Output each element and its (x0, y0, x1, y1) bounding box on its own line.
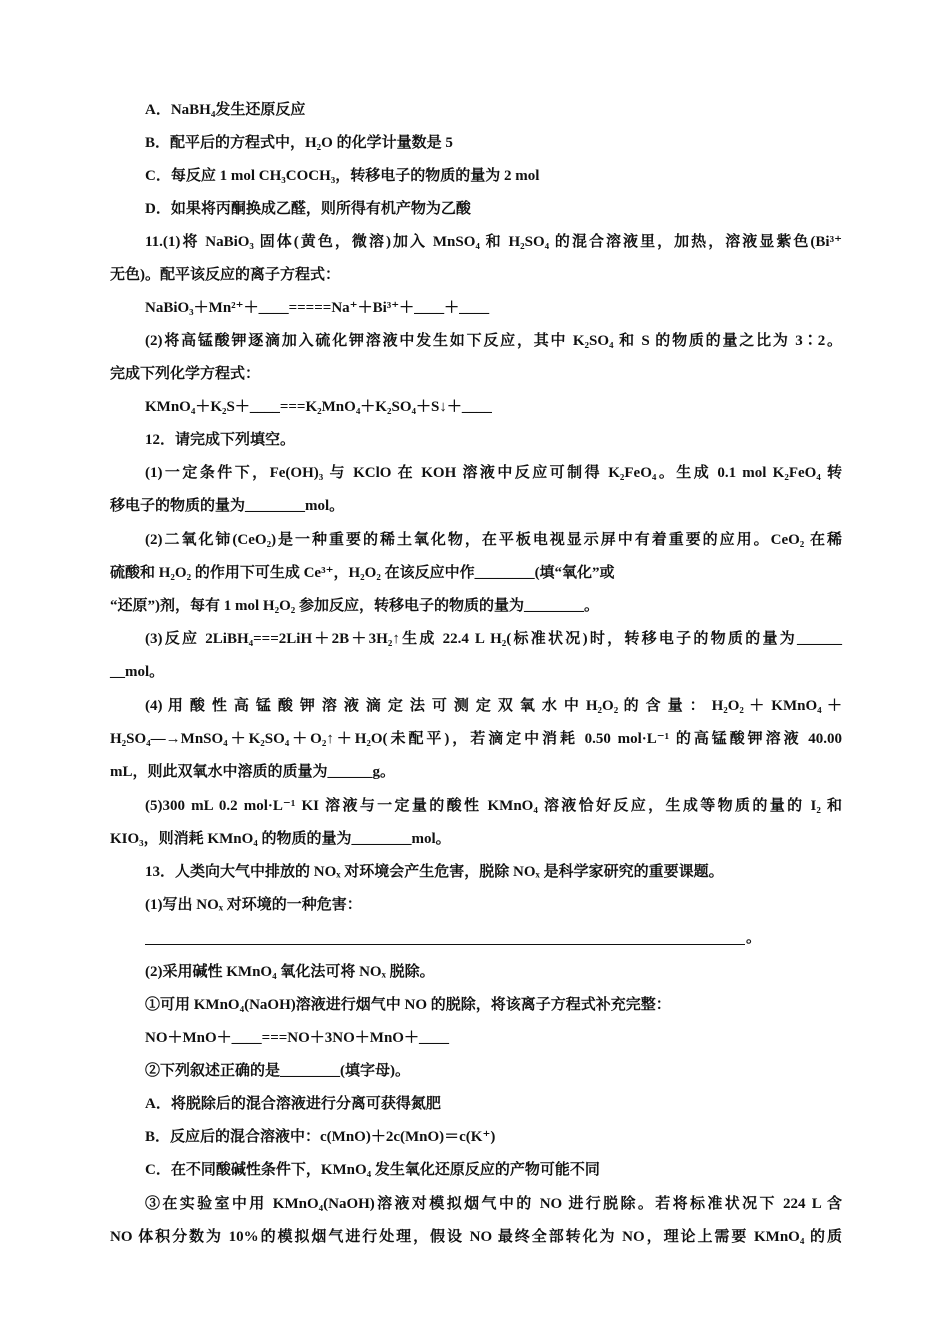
answer-blank-period: 。 (746, 930, 762, 946)
q12-part4-cont2: mL，则此双氧水中溶质的质量为______g。 (110, 764, 396, 780)
answer-blank-line (145, 944, 745, 945)
q13-option-c: C．在不同酸碱性条件下，KMnO₄ 发生氧化还原反应的产物可能不同 (145, 1162, 600, 1178)
q13-option-a: A．将脱除后的混合溶液进行分离可获得氮肥 (145, 1096, 441, 1112)
q12-part4: (4) 用 酸 性 高 锰 酸 钾 溶 液 滴 定 法 可 测 定 双 氧 水 中 H₂O₂ 的 含 量 ： H₂O₂ ＋ KMnO₄ ＋ (145, 698, 842, 714)
q12-part4-cont: H₂SO₄―→MnSO₄＋K₂SO₄＋O₂↑＋H₂O(未配平)，若滴定中消耗 0.50 mol·L⁻¹ 的高锰酸钾溶液 40.00 (110, 731, 842, 747)
q13-part1: (1)写出 NOₓ 对环境的一种危害： (145, 897, 362, 913)
q11-equation-1: NaBiO₃＋Mn²⁺＋____=====Na⁺＋Bi³⁺＋____＋____ (145, 300, 490, 316)
q13-part2: (2)采用碱性 KMnO₄ 氧化法可将 NOₓ 脱除。 (145, 964, 435, 980)
q12-part2-cont2: “还原”)剂，每有 1 mol H₂O₂ 参加反应，转移电子的物质的量为________。 (110, 598, 599, 614)
q13-equation: NO＋MnO＋____===NO＋3NO＋MnO＋____ (145, 1030, 449, 1046)
q11-part1-intro: 11.(1)将 NaBiO₃ 固体(黄色，微溶)加入 MnSO₄ 和 H₂SO₄ 的混合溶液里，加热，溶液显紫色(Bi³⁺ (145, 234, 842, 250)
option-a-nabh4: A．NaBH₄发生还原反应 (145, 102, 306, 118)
q12-part3-cont: __mol。 (110, 664, 165, 680)
q13-heading: 13．人类向大气中排放的 NOₓ 对环境会产生危害，脱除 NOₓ 是科学家研究的重要课题。 (145, 864, 724, 880)
q11-part2-intro: (2)将高锰酸钾逐滴加入硫化钾溶液中发生如下反应，其中 K₂SO₄ 和 S 的物质的量之比为 3∶2。 (145, 333, 842, 349)
q12-part5-cont: KIO₃，则消耗 KMnO₄ 的物质的量为________mol。 (110, 831, 451, 847)
q12-part1-cont: 移电子的物质的量为________mol。 (110, 498, 345, 514)
option-d-acetaldehyde: D．如果将丙酮换成乙醛，则所得有机产物为乙酸 (145, 201, 471, 217)
q13-sub1: ①可用 KMnO₄(NaOH)溶液进行烟气中 NO 的脱除，将该离子方程式补充完整： (145, 997, 671, 1013)
q12-part2: (2)二氧化铈(CeO₂)是一种重要的稀土氧化物，在平板电视显示屏中有着重要的应用。CeO₂ 在稀 (145, 532, 842, 548)
q12-part3: (3)反应 2LiBH₄===2LiH＋2B＋3H₂↑生成 22.4 L H₂(标准状况)时，转移电子的物质的量为______ (145, 631, 842, 647)
q12-part2-cont: 硫酸和 H₂O₂ 的作用下可生成 Ce³⁺，H₂O₂ 在该反应中作________(填“氧化”或 (110, 565, 615, 581)
q11-part2-intro-cont: 完成下列化学方程式： (110, 366, 261, 382)
option-b-h2o-coefficient: B．配平后的方程式中，H₂O 的化学计量数是 5 (145, 135, 453, 151)
q13-sub2: ②下列叙述正确的是________(填字母)。 (145, 1063, 410, 1079)
q13-sub3: ③在实验室中用 KMnO₄(NaOH)溶液对模拟烟气中的 NO 进行脱除。若将标准状况下 224 L 含 (145, 1196, 842, 1212)
q12-part5: (5)300 mL 0.2 mol·L⁻¹ KI 溶液与一定量的酸性 KMnO₄ 溶液恰好反应，生成等物质的量的 I₂ 和 (145, 798, 842, 814)
q11-part1-intro-cont: 无色)。配平该反应的离子方程式： (110, 267, 340, 283)
q11-equation-2: KMnO₄＋K₂S＋____===K₂MnO₄＋K₂SO₄＋S↓＋____ (145, 399, 492, 415)
q13-sub3-cont: NO 体积分数为 10%的模拟烟气进行处理，假设 NO 最终全部转化为 NO，理论上需要 KMnO₄ 的质 (110, 1229, 842, 1245)
q13-option-b: B．反应后的混合溶液中：c(MnO)＋2c(MnO)＝c(K⁺) (145, 1129, 496, 1145)
q12-part1: (1)一定条件下，Fe(OH)₃ 与 KClO 在 KOH 溶液中反应可制得 K₂FeO₄。生成 0.1 mol K₂FeO₄ 转 (145, 465, 842, 481)
option-c-electron-transfer: C．每反应 1 mol CH₃COCH₃，转移电子的物质的量为 2 mol (145, 168, 540, 184)
q12-heading: 12．请完成下列填空。 (145, 432, 296, 448)
